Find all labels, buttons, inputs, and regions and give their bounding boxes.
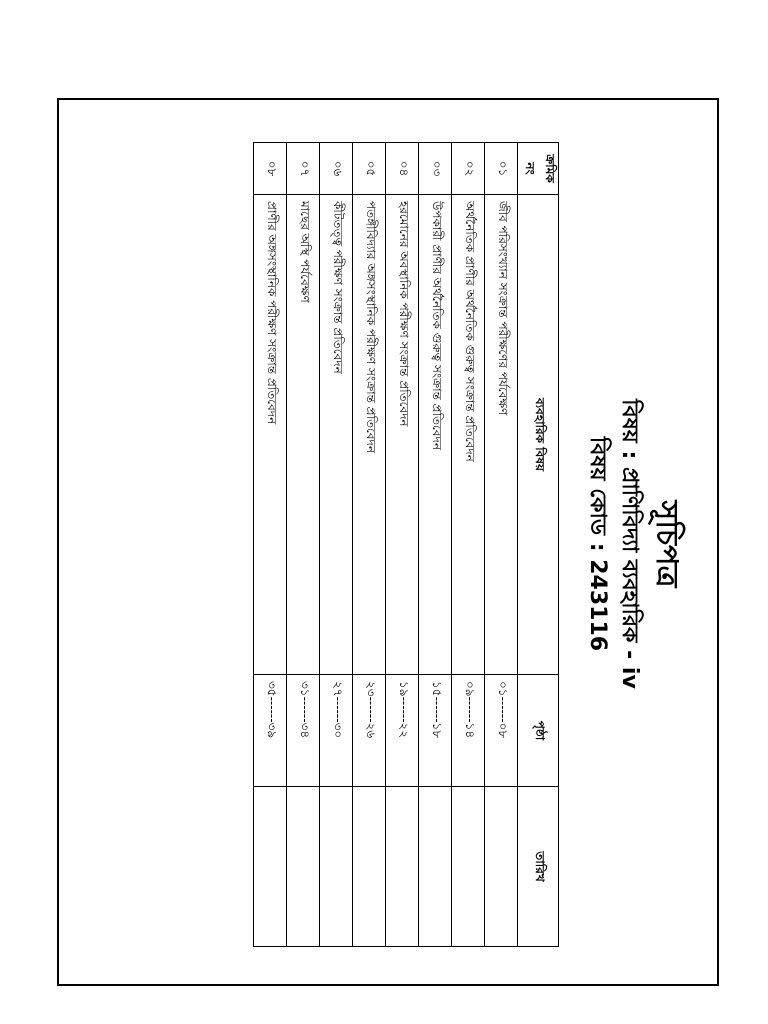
header-date: তারিখ	[518, 787, 559, 947]
date-cell	[254, 787, 287, 947]
serial-cell: ০২	[452, 143, 485, 195]
topic-cell: মাছের অস্থি পর্যবেক্ষণ	[287, 195, 320, 675]
date-cell	[287, 787, 320, 947]
date-cell	[419, 787, 452, 947]
page-border	[57, 98, 719, 986]
table-row	[419, 143, 452, 947]
serial-cell: ০৪	[386, 143, 419, 195]
page-cell: ২৭------৩০	[320, 675, 353, 787]
table-row	[287, 143, 320, 947]
page-cell: ০৯------১৪	[452, 675, 485, 787]
page-cell: ২৩------২৬	[353, 675, 386, 787]
date-cell	[485, 787, 518, 947]
page-cell: ১৯------২২	[386, 675, 419, 787]
table-row	[485, 143, 518, 947]
subject-line: বিষয় : প্রাণিবিদ্যা ব্যবহারিক - iv	[617, 399, 642, 689]
date-cell	[320, 787, 353, 947]
page-cell: ১৫------১৮	[419, 675, 452, 787]
subject-code-line: বিষয় কোড : 243116	[585, 436, 610, 652]
serial-cell: ০৩	[419, 143, 452, 195]
table-row	[353, 143, 386, 947]
rotated-content	[57, 100, 719, 988]
serial-cell: ০৮	[254, 143, 287, 195]
date-cell	[386, 787, 419, 947]
header-page: পৃষ্ঠা	[518, 675, 559, 787]
serial-cell: ০৬	[320, 143, 353, 195]
topic-cell: পতঙ্গীবিদ্যার অঙ্গসংস্থানিক পরীক্ষণ সংক্রান্ত প্রতিবেদন	[353, 195, 386, 675]
topic-cell: প্রাণীর অঙ্গসংস্থানিক পরীক্ষণ সংক্রান্ত প্রতিবেদন	[254, 195, 287, 675]
topic-cell: জীব পরিসংখ্যান সংক্রান্ত পরীক্ষণের পর্যবেক্ষণ	[485, 195, 518, 675]
page-cell: ৩৫------৩৯	[254, 675, 287, 787]
topic-cell: উপকারী প্রাণীর অর্থনৈতিক গুরুত্ব সংক্রান্ত প্রতিবেদন	[419, 195, 452, 675]
topic-cell: হরমোনের অবস্থানিক পরীক্ষণ সংক্রান্ত প্রতিবেদন	[386, 195, 419, 675]
table-header-row	[518, 143, 559, 947]
topic-cell: কীটতত্ত্ব পরীক্ষণ সংক্রান্ত প্রতিবেদন	[320, 195, 353, 675]
table-row	[452, 143, 485, 947]
serial-cell: ০৫	[353, 143, 386, 195]
header-topic: ব্যবহারিক বিষয়	[518, 195, 559, 675]
page-cell: ৩১------৩৪	[287, 675, 320, 787]
table-row	[386, 143, 419, 947]
header-serial: ক্রমিক নং	[518, 143, 559, 195]
date-cell	[353, 787, 386, 947]
contents-table	[253, 142, 559, 947]
serial-cell: ০৭	[287, 143, 320, 195]
table-row	[320, 143, 353, 947]
page-cell: ০১------০৮	[485, 675, 518, 787]
table-row	[254, 143, 287, 947]
date-cell	[452, 787, 485, 947]
serial-cell: ০১	[485, 143, 518, 195]
topic-cell: অর্থনৈতিক প্রাণীর অর্থনৈতিক গুরুত্ব সংক্রান্ত প্রতিবেদন	[452, 195, 485, 675]
page-title: সূচিপত্র	[649, 500, 684, 588]
